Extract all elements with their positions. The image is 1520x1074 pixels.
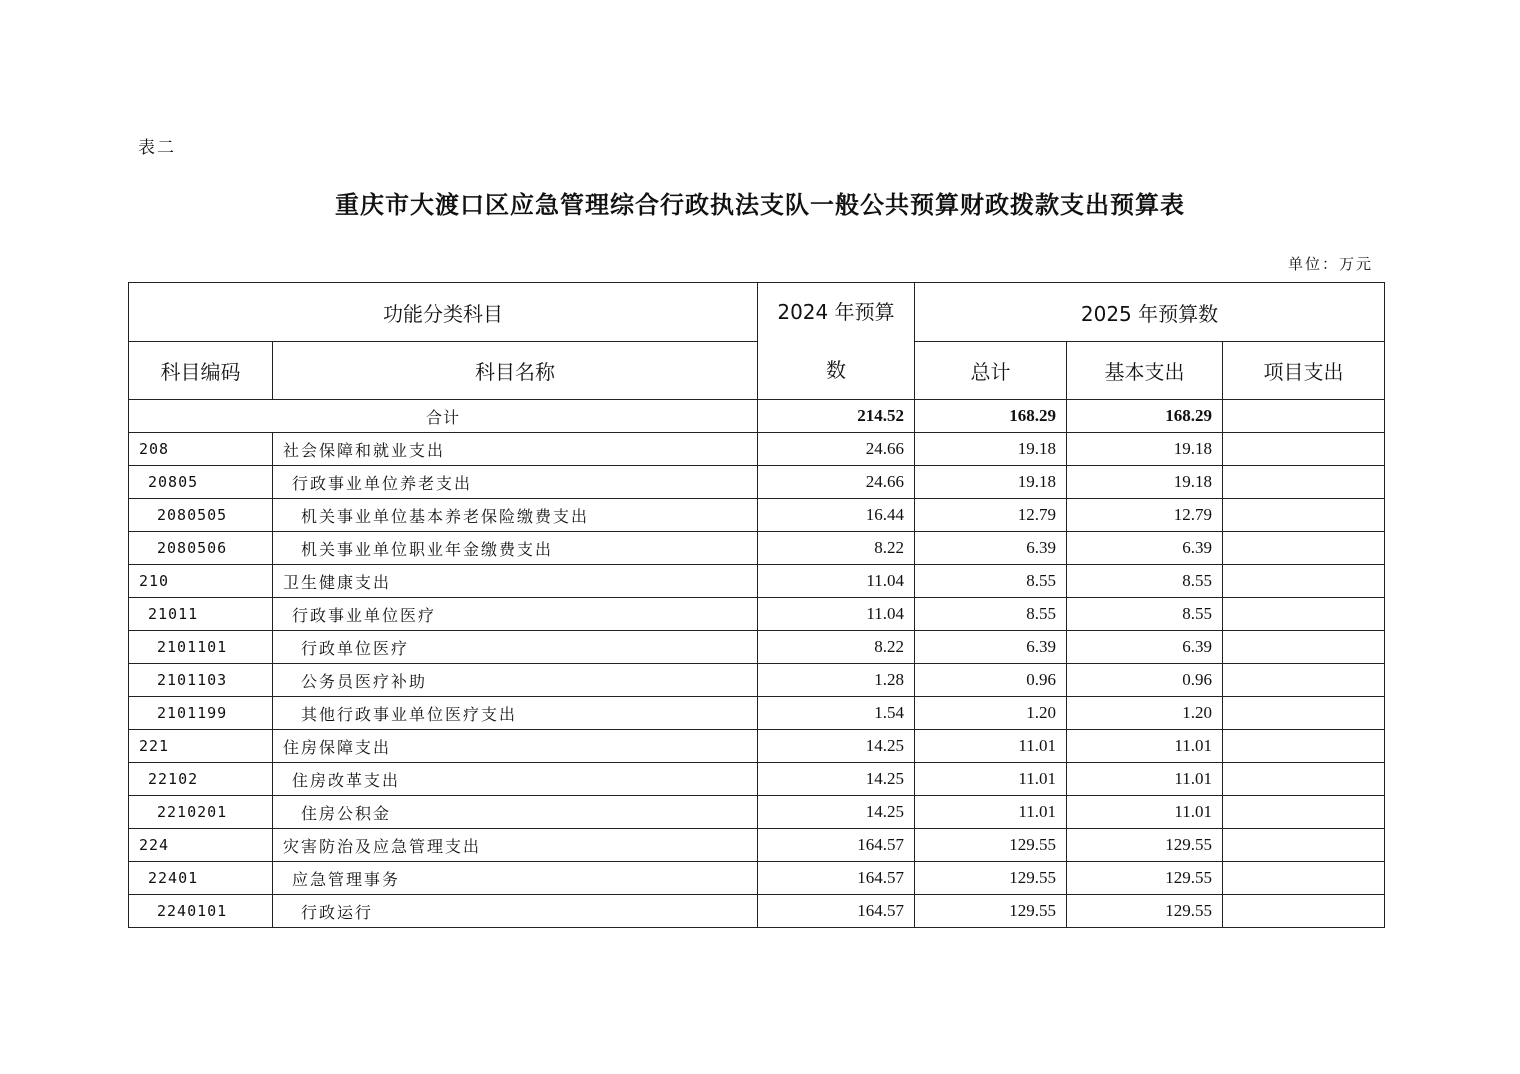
header-budget-2024 bbox=[758, 283, 915, 400]
row-name: 机关事业单位基本养老保险缴费支出 bbox=[273, 499, 758, 532]
header-code: 科目编码 bbox=[129, 342, 273, 400]
row-name: 行政运行 bbox=[273, 895, 758, 928]
row-name: 卫生健康支出 bbox=[273, 565, 758, 598]
row-b2024: 164.57 bbox=[758, 862, 915, 895]
table-row bbox=[129, 763, 1385, 796]
row-name: 其他行政事业单位医疗支出 bbox=[273, 697, 758, 730]
row-total: 129.55 bbox=[915, 895, 1067, 928]
total-project bbox=[1223, 400, 1385, 433]
row-total: 19.18 bbox=[915, 466, 1067, 499]
table-row bbox=[129, 565, 1385, 598]
row-code: 210 bbox=[129, 565, 273, 598]
row-b2024: 24.66 bbox=[758, 466, 915, 499]
row-basic: 6.39 bbox=[1067, 532, 1223, 565]
row-project bbox=[1223, 829, 1385, 862]
row-name: 行政事业单位医疗 bbox=[273, 598, 758, 631]
row-name: 应急管理事务 bbox=[273, 862, 758, 895]
row-basic: 0.96 bbox=[1067, 664, 1223, 697]
row-total: 6.39 bbox=[915, 532, 1067, 565]
row-basic: 6.39 bbox=[1067, 631, 1223, 664]
row-b2024: 11.04 bbox=[758, 565, 915, 598]
table-row bbox=[129, 895, 1385, 928]
row-total: 11.01 bbox=[915, 763, 1067, 796]
row-code: 221 bbox=[129, 730, 273, 763]
budget-table bbox=[128, 282, 1385, 928]
header-budget-2024-line2: 数 bbox=[826, 358, 846, 382]
row-project bbox=[1223, 730, 1385, 763]
row-project bbox=[1223, 664, 1385, 697]
row-name: 社会保障和就业支出 bbox=[273, 433, 758, 466]
row-name: 灾害防治及应急管理支出 bbox=[273, 829, 758, 862]
header-budget-2024-line1: 2024 年预算 bbox=[777, 300, 895, 324]
header-row-1 bbox=[129, 283, 1385, 342]
row-total: 12.79 bbox=[915, 499, 1067, 532]
row-total: 6.39 bbox=[915, 631, 1067, 664]
row-total: 1.20 bbox=[915, 697, 1067, 730]
row-basic: 12.79 bbox=[1067, 499, 1223, 532]
row-code: 22102 bbox=[129, 763, 273, 796]
row-name: 住房保障支出 bbox=[273, 730, 758, 763]
table-row bbox=[129, 466, 1385, 499]
row-code: 22401 bbox=[129, 862, 273, 895]
row-b2024: 24.66 bbox=[758, 433, 915, 466]
row-b2024: 8.22 bbox=[758, 631, 915, 664]
row-b2024: 8.22 bbox=[758, 532, 915, 565]
table-row bbox=[129, 664, 1385, 697]
table-row bbox=[129, 796, 1385, 829]
table-row bbox=[129, 862, 1385, 895]
row-project bbox=[1223, 763, 1385, 796]
table-number-label: 表二 bbox=[138, 138, 176, 158]
row-code: 2101101 bbox=[129, 631, 273, 664]
total-b2024: 214.52 bbox=[758, 400, 915, 433]
row-project bbox=[1223, 565, 1385, 598]
row-basic: 19.18 bbox=[1067, 466, 1223, 499]
unit-label: 单位：万元 bbox=[1287, 255, 1373, 273]
row-b2024: 14.25 bbox=[758, 730, 915, 763]
row-total: 11.01 bbox=[915, 730, 1067, 763]
row-code: 20805 bbox=[129, 466, 273, 499]
row-b2024: 14.25 bbox=[758, 763, 915, 796]
header-total: 总计 bbox=[915, 342, 1067, 400]
table-row bbox=[129, 730, 1385, 763]
row-code: 2080505 bbox=[129, 499, 273, 532]
row-basic: 8.55 bbox=[1067, 565, 1223, 598]
row-code: 2080506 bbox=[129, 532, 273, 565]
row-total: 129.55 bbox=[915, 862, 1067, 895]
table-row bbox=[129, 697, 1385, 730]
row-name: 住房公积金 bbox=[273, 796, 758, 829]
row-basic: 129.55 bbox=[1067, 829, 1223, 862]
row-code: 21011 bbox=[129, 598, 273, 631]
header-row-2 bbox=[129, 342, 1385, 400]
row-name: 住房改革支出 bbox=[273, 763, 758, 796]
row-project bbox=[1223, 499, 1385, 532]
row-b2024: 164.57 bbox=[758, 895, 915, 928]
row-total: 19.18 bbox=[915, 433, 1067, 466]
table-row bbox=[129, 532, 1385, 565]
row-code: 224 bbox=[129, 829, 273, 862]
row-project bbox=[1223, 532, 1385, 565]
row-name: 行政事业单位养老支出 bbox=[273, 466, 758, 499]
row-project bbox=[1223, 697, 1385, 730]
table-row bbox=[129, 499, 1385, 532]
row-code: 2101199 bbox=[129, 697, 273, 730]
row-code: 2101103 bbox=[129, 664, 273, 697]
table-row bbox=[129, 829, 1385, 862]
header-budget-2025: 2025 年预算数 bbox=[915, 283, 1385, 342]
table-row bbox=[129, 433, 1385, 466]
row-project bbox=[1223, 796, 1385, 829]
table-row bbox=[129, 631, 1385, 664]
row-total: 8.55 bbox=[915, 598, 1067, 631]
row-basic: 19.18 bbox=[1067, 433, 1223, 466]
header-project: 项目支出 bbox=[1223, 342, 1385, 400]
document-title: 重庆市大渡口区应急管理综合行政执法支队一般公共预算财政拨款支出预算表 bbox=[335, 190, 1185, 219]
row-b2024: 14.25 bbox=[758, 796, 915, 829]
row-project bbox=[1223, 466, 1385, 499]
row-basic: 11.01 bbox=[1067, 763, 1223, 796]
header-name: 科目名称 bbox=[273, 342, 758, 400]
header-functional-classification: 功能分类科目 bbox=[129, 283, 758, 342]
row-basic: 8.55 bbox=[1067, 598, 1223, 631]
row-basic: 129.55 bbox=[1067, 862, 1223, 895]
total-basic: 168.29 bbox=[1067, 400, 1223, 433]
row-project bbox=[1223, 862, 1385, 895]
row-b2024: 164.57 bbox=[758, 829, 915, 862]
row-project bbox=[1223, 598, 1385, 631]
row-project bbox=[1223, 895, 1385, 928]
row-code: 2240101 bbox=[129, 895, 273, 928]
row-name: 机关事业单位职业年金缴费支出 bbox=[273, 532, 758, 565]
row-basic: 1.20 bbox=[1067, 697, 1223, 730]
row-total: 0.96 bbox=[915, 664, 1067, 697]
table-row bbox=[129, 598, 1385, 631]
total-label: 合计 bbox=[129, 400, 758, 433]
header-basic: 基本支出 bbox=[1067, 342, 1223, 400]
row-basic: 11.01 bbox=[1067, 796, 1223, 829]
total-total: 168.29 bbox=[915, 400, 1067, 433]
row-b2024: 1.28 bbox=[758, 664, 915, 697]
row-total: 11.01 bbox=[915, 796, 1067, 829]
total-row bbox=[129, 400, 1385, 433]
row-project bbox=[1223, 631, 1385, 664]
row-total: 129.55 bbox=[915, 829, 1067, 862]
row-project bbox=[1223, 433, 1385, 466]
row-name: 行政单位医疗 bbox=[273, 631, 758, 664]
row-total: 8.55 bbox=[915, 565, 1067, 598]
row-b2024: 16.44 bbox=[758, 499, 915, 532]
row-code: 208 bbox=[129, 433, 273, 466]
row-basic: 11.01 bbox=[1067, 730, 1223, 763]
row-basic: 129.55 bbox=[1067, 895, 1223, 928]
row-b2024: 1.54 bbox=[758, 697, 915, 730]
row-b2024: 11.04 bbox=[758, 598, 915, 631]
row-name: 公务员医疗补助 bbox=[273, 664, 758, 697]
row-code: 2210201 bbox=[129, 796, 273, 829]
